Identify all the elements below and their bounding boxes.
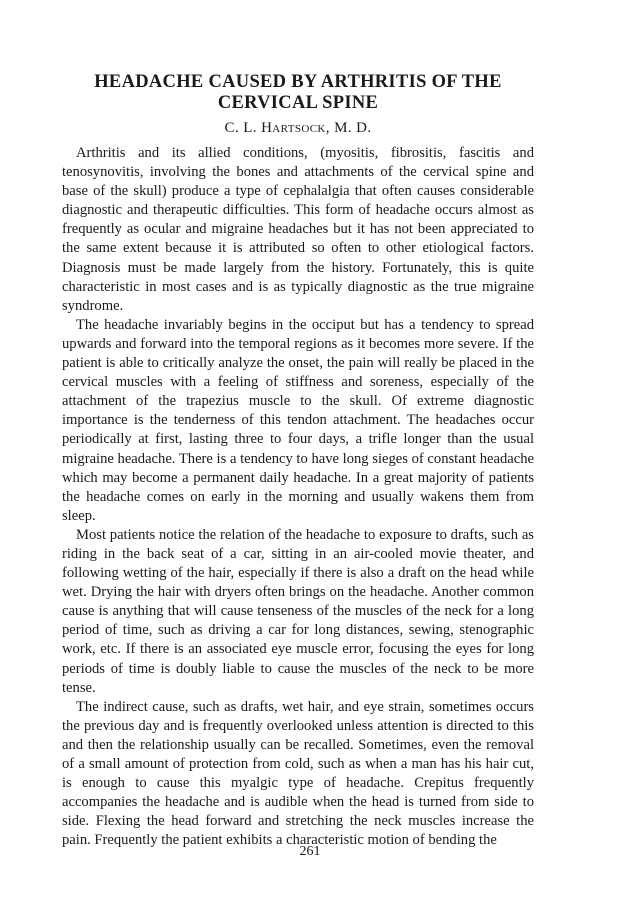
article-title: HEADACHE CAUSED BY ARTHRITIS OF THE CERVICAL SPINE <box>94 72 502 113</box>
author-surname: Hartsock <box>261 120 326 136</box>
author-degree: , M. D. <box>325 120 372 136</box>
article-author <box>62 118 534 138</box>
page-number: 261 <box>299 844 321 859</box>
body-paragraph: The headache invariably begins in the occiput but has a tendency to spread upwards and forward into the temporal regions as it becomes more severe. If the patient is able to critically analyze the onset, the pain will really be placed in the cervical muscles with a feeling of stiffness and soreness, especially of the attachment of the trapezius muscle to the skull. Of extreme diagnostic importance is the tenderness of this tendon attachment. The headaches occur periodically at first, lasting three to four days, a trifle longer than the usual migraine headache. There is a tendency to have long sieges of constant headache which may become a permanent daily headache. In a great majority of patients the headache comes on early in the morning and usually wakens them from sleep. <box>62 316 534 524</box>
article-page <box>62 72 534 850</box>
body-paragraph: Arthritis and its allied conditions, (myositis, fibrositis, fascitis and tenosynovitis, involving the bones and attachments of the cervical spine and base of the skull) produce a type of cephalalgia that often causes considerable diagnostic and therapeutic difficulties. This form of headache occurs almost as frequently as ocular and migraine headaches but it has not been appreciated to the same extent because it is attributed so often to other etiological factors. Diagnosis must be made largely from the history. Fortunately, this is quite characteristic in most cases and is as typically diagnostic as the true migraine syndrome. <box>62 145 534 314</box>
article-body <box>62 144 534 850</box>
body-paragraph: Most patients notice the relation of the headache to exposure to drafts, such as riding in the back seat of a car, sitting in an air-cooled movie theater, and following wetting of the hair, especially if there is also a draft on the head while wet. Drying the hair with dryers often brings on the headache. Another common cause is anything that will cause tenseness of the muscles of the neck for a long period of time, such as driving a car for long distances, sewing, stenographic work, etc. If there is an associated eye muscle error, focusing the eyes for long periods of time is doubly liable to cause the muscles of the neck to be more tense. <box>62 526 534 696</box>
body-paragraph: The indirect cause, such as drafts, wet hair, and eye strain, sometimes occurs the previous day and is frequently overlooked unless attention is directed to this and then the relationship usually can be recalled. Sometimes, even the removal of a small amount of protection from cold, such as when a man has his hair cut, is enough to cause this myalgic type of headache. Crepitus frequently accompanies the headache and is audible when the head is turned from side to side. Flexing the head forward and stretching the neck muscles increase the pain. Frequently the patient exhibits a characteristic motion of bending the <box>62 698 534 849</box>
author-initials: C. L. <box>224 120 262 136</box>
